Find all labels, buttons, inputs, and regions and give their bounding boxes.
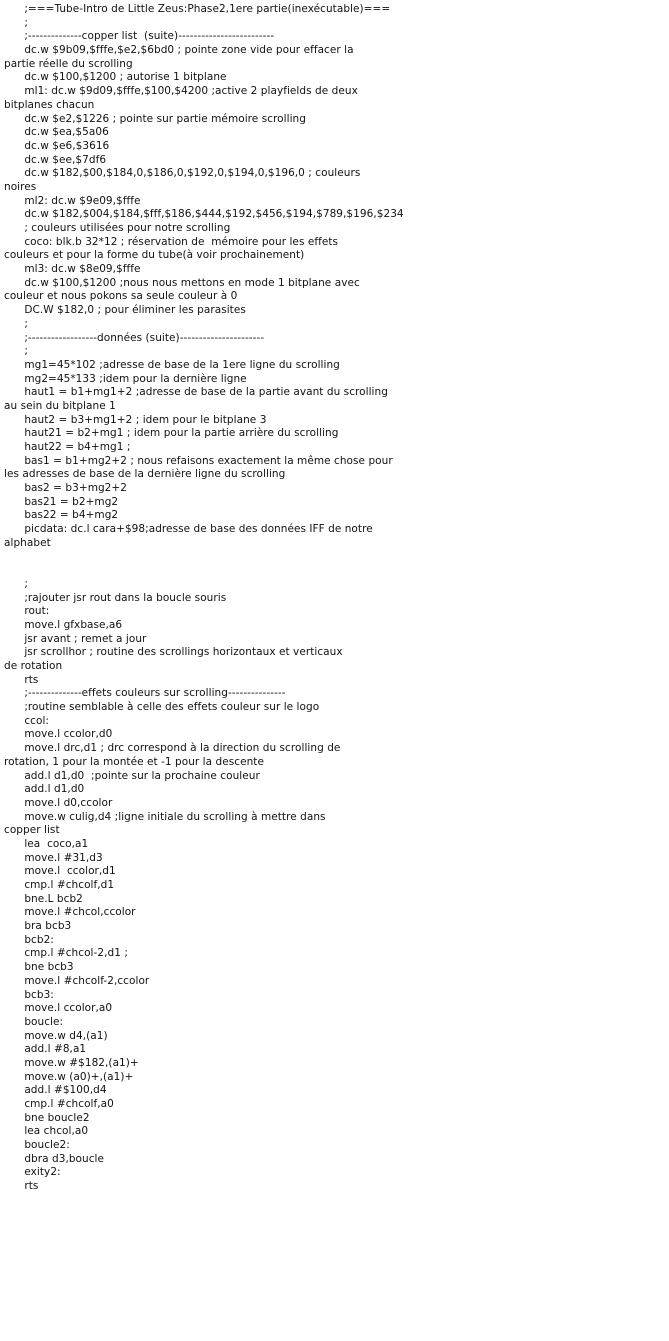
code-line: rout: xyxy=(4,605,50,618)
code-line: noires xyxy=(4,180,37,193)
code-line: dc.w $e2,$1226 ; pointe sur partie mémoire scrolling xyxy=(4,112,306,125)
code-line: boucle: xyxy=(4,1015,64,1028)
code-line: dc.w $100,$1200 ; autorise 1 bitplane xyxy=(4,71,227,84)
code-line: couleurs et pour la forme du tube(à voir prochainement) xyxy=(4,249,305,262)
code-line: ; xyxy=(4,577,28,590)
code-line: mg1=45*102 ;adresse de base de la 1ere ligne du scrolling xyxy=(4,358,340,371)
code-line: move.w d4,(a1) xyxy=(4,1029,108,1042)
code-line: move.l ccolor,d0 xyxy=(4,728,113,741)
code-line: bas1 = b1+mg2+2 ; nous refaisons exactement la même chose pour xyxy=(4,454,393,467)
code-line: ml3: dc.w $8e09,$fffe xyxy=(4,263,141,276)
code-line: ;===Tube-Intro de Little Zeus:Phase2,1ere partie(inexécutable)=== xyxy=(4,3,391,15)
code-line: ml1: dc.w $9d09,$fffe,$100,$4200 ;active 2 playfields de deux xyxy=(4,85,358,98)
code-line: ;--------------effets couleurs sur scrolling--------------- xyxy=(4,687,286,700)
code-line: boucle2: xyxy=(4,1139,70,1152)
code-line: lea chcol,a0 xyxy=(4,1125,89,1138)
code-line: bas21 = b2+mg2 xyxy=(4,495,119,508)
code-line: bas22 = b4+mg2 xyxy=(4,509,119,522)
code-line: dc.w $ea,$5a06 xyxy=(4,126,109,139)
code-listing xyxy=(4,3,668,1194)
code-line: add.l d1,d0 xyxy=(4,783,85,796)
code-line: couleur et nous pokons sa seule couleur à 0 xyxy=(4,290,238,303)
code-line: copper list xyxy=(4,824,60,837)
code-line: ; xyxy=(4,16,28,29)
code-line: au sein du bitplane 1 xyxy=(4,399,116,412)
code-line: picdata: dc.l cara+$98;adresse de base des données IFF de notre xyxy=(4,523,373,536)
code-line: add.l #8,a1 xyxy=(4,1043,87,1056)
code-line: move.l ccolor,d1 xyxy=(4,865,116,878)
code-line: lea coco,a1 xyxy=(4,837,89,850)
code-line: ; xyxy=(4,345,28,358)
code-line: haut1 = b1+mg1+2 ;adresse de base de la partie avant du scrolling xyxy=(4,386,388,399)
code-line: bne.L bcb2 xyxy=(4,892,83,905)
code-line xyxy=(4,564,668,578)
code-line: ;rajouter jsr rout dans la boucle souris xyxy=(4,591,227,604)
code-line: ; couleurs utilisées pour notre scrolling xyxy=(4,222,231,234)
code-line: cmp.l #chcolf,a0 xyxy=(4,1098,114,1110)
code-line: mg2=45*133 ;idem pour la dernière ligne xyxy=(4,372,247,385)
code-line: dc.w $e6,$3616 xyxy=(4,139,110,152)
code-line: rts xyxy=(4,1180,39,1193)
code-line: move.w #$182,(a1)+ xyxy=(4,1056,139,1069)
code-line: partie réelle du scrolling xyxy=(4,57,133,70)
code-line: ml2: dc.w $9e09,$fffe xyxy=(4,194,141,207)
code-line: bitplanes chacun xyxy=(4,98,95,111)
code-line: dc.w $100,$1200 ;nous nous mettons en mode 1 bitplane avec xyxy=(4,276,360,289)
code-line: move.l #31,d3 xyxy=(4,851,103,864)
code-line: ;routine semblable à celle des effets couleur sur le logo xyxy=(4,701,320,714)
code-line: move.l gfxbase,a6 xyxy=(4,618,123,631)
code-line: dbra d3,boucle xyxy=(4,1152,105,1165)
code-line: rts xyxy=(4,673,39,686)
code-line: ccol: xyxy=(4,714,50,727)
code-line: bas2 = b3+mg2+2 xyxy=(4,482,127,495)
code-line: move.l drc,d1 ; drc correspond à la direction du scrolling de xyxy=(4,742,341,755)
code-line: haut2 = b3+mg1+2 ; idem pour le bitplane 3 xyxy=(4,413,267,426)
code-line: move.l ccolor,a0 xyxy=(4,1002,113,1015)
code-line: haut22 = b4+mg1 ; xyxy=(4,441,131,453)
code-line: ;------------------données (suite)---------------------- xyxy=(4,331,265,344)
code-line: move.l #chcolf-2,ccolor xyxy=(4,974,150,987)
code-line: alphabet xyxy=(4,536,51,549)
code-line: haut21 = b2+mg1 ; idem pour la partie arrière du scrolling xyxy=(4,427,339,440)
code-line: dc.w $182,$00,$184,0,$186,0,$192,0,$194,0,$196,0 ; couleurs xyxy=(4,167,361,180)
code-line: dc.w $9b09,$fffe,$e2,$6bd0 ; pointe zone vide pour effacer la xyxy=(4,44,354,57)
code-line xyxy=(4,551,668,565)
code-line: move.l #chcol,ccolor xyxy=(4,906,136,919)
code-line: bne bcb3 xyxy=(4,961,74,974)
code-line: jsr avant ; remet a jour xyxy=(4,632,147,645)
code-line: cmp.l #chcolf,d1 xyxy=(4,879,115,891)
code-line: jsr scrollhor ; routine des scrollings horizontaux et verticaux xyxy=(4,646,343,659)
code-line: add.l d1,d0 ;pointe sur la prochaine couleur xyxy=(4,769,260,782)
code-line: bcb3: xyxy=(4,988,54,1001)
code-line: de rotation xyxy=(4,660,63,672)
code-line: add.l #$100,d4 xyxy=(4,1084,107,1097)
code-line: dc.w $182,$004,$184,$fff,$186,$444,$192,$456,$194,$789,$196,$234 xyxy=(4,208,404,221)
code-line: move.w culig,d4 ;ligne initiale du scrolling à mettre dans xyxy=(4,810,326,823)
code-line: ;--------------copper list (suite)------------------------- xyxy=(4,30,275,43)
code-line: bcb2: xyxy=(4,933,54,946)
code-line: coco: blk.b 32*12 ; réservation de mémoire pour les effets xyxy=(4,235,339,248)
code-line: bra bcb3 xyxy=(4,920,72,933)
code-line: rotation, 1 pour la montée et -1 pour la descente xyxy=(4,755,264,768)
code-line: move.l d0,ccolor xyxy=(4,796,113,809)
code-line: les adresses de base de la dernière ligne du scrolling xyxy=(4,468,286,481)
code-line: dc.w $ee,$7df6 xyxy=(4,153,107,166)
code-line: exity2: xyxy=(4,1166,61,1179)
code-line: bne boucle2 xyxy=(4,1111,90,1124)
code-line: DC.W $182,0 ; pour éliminer les parasites xyxy=(4,304,246,317)
code-line: ; xyxy=(4,317,28,330)
code-line: cmp.l #chcol-2,d1 ; xyxy=(4,947,128,960)
code-line: move.w (a0)+,(a1)+ xyxy=(4,1070,134,1083)
